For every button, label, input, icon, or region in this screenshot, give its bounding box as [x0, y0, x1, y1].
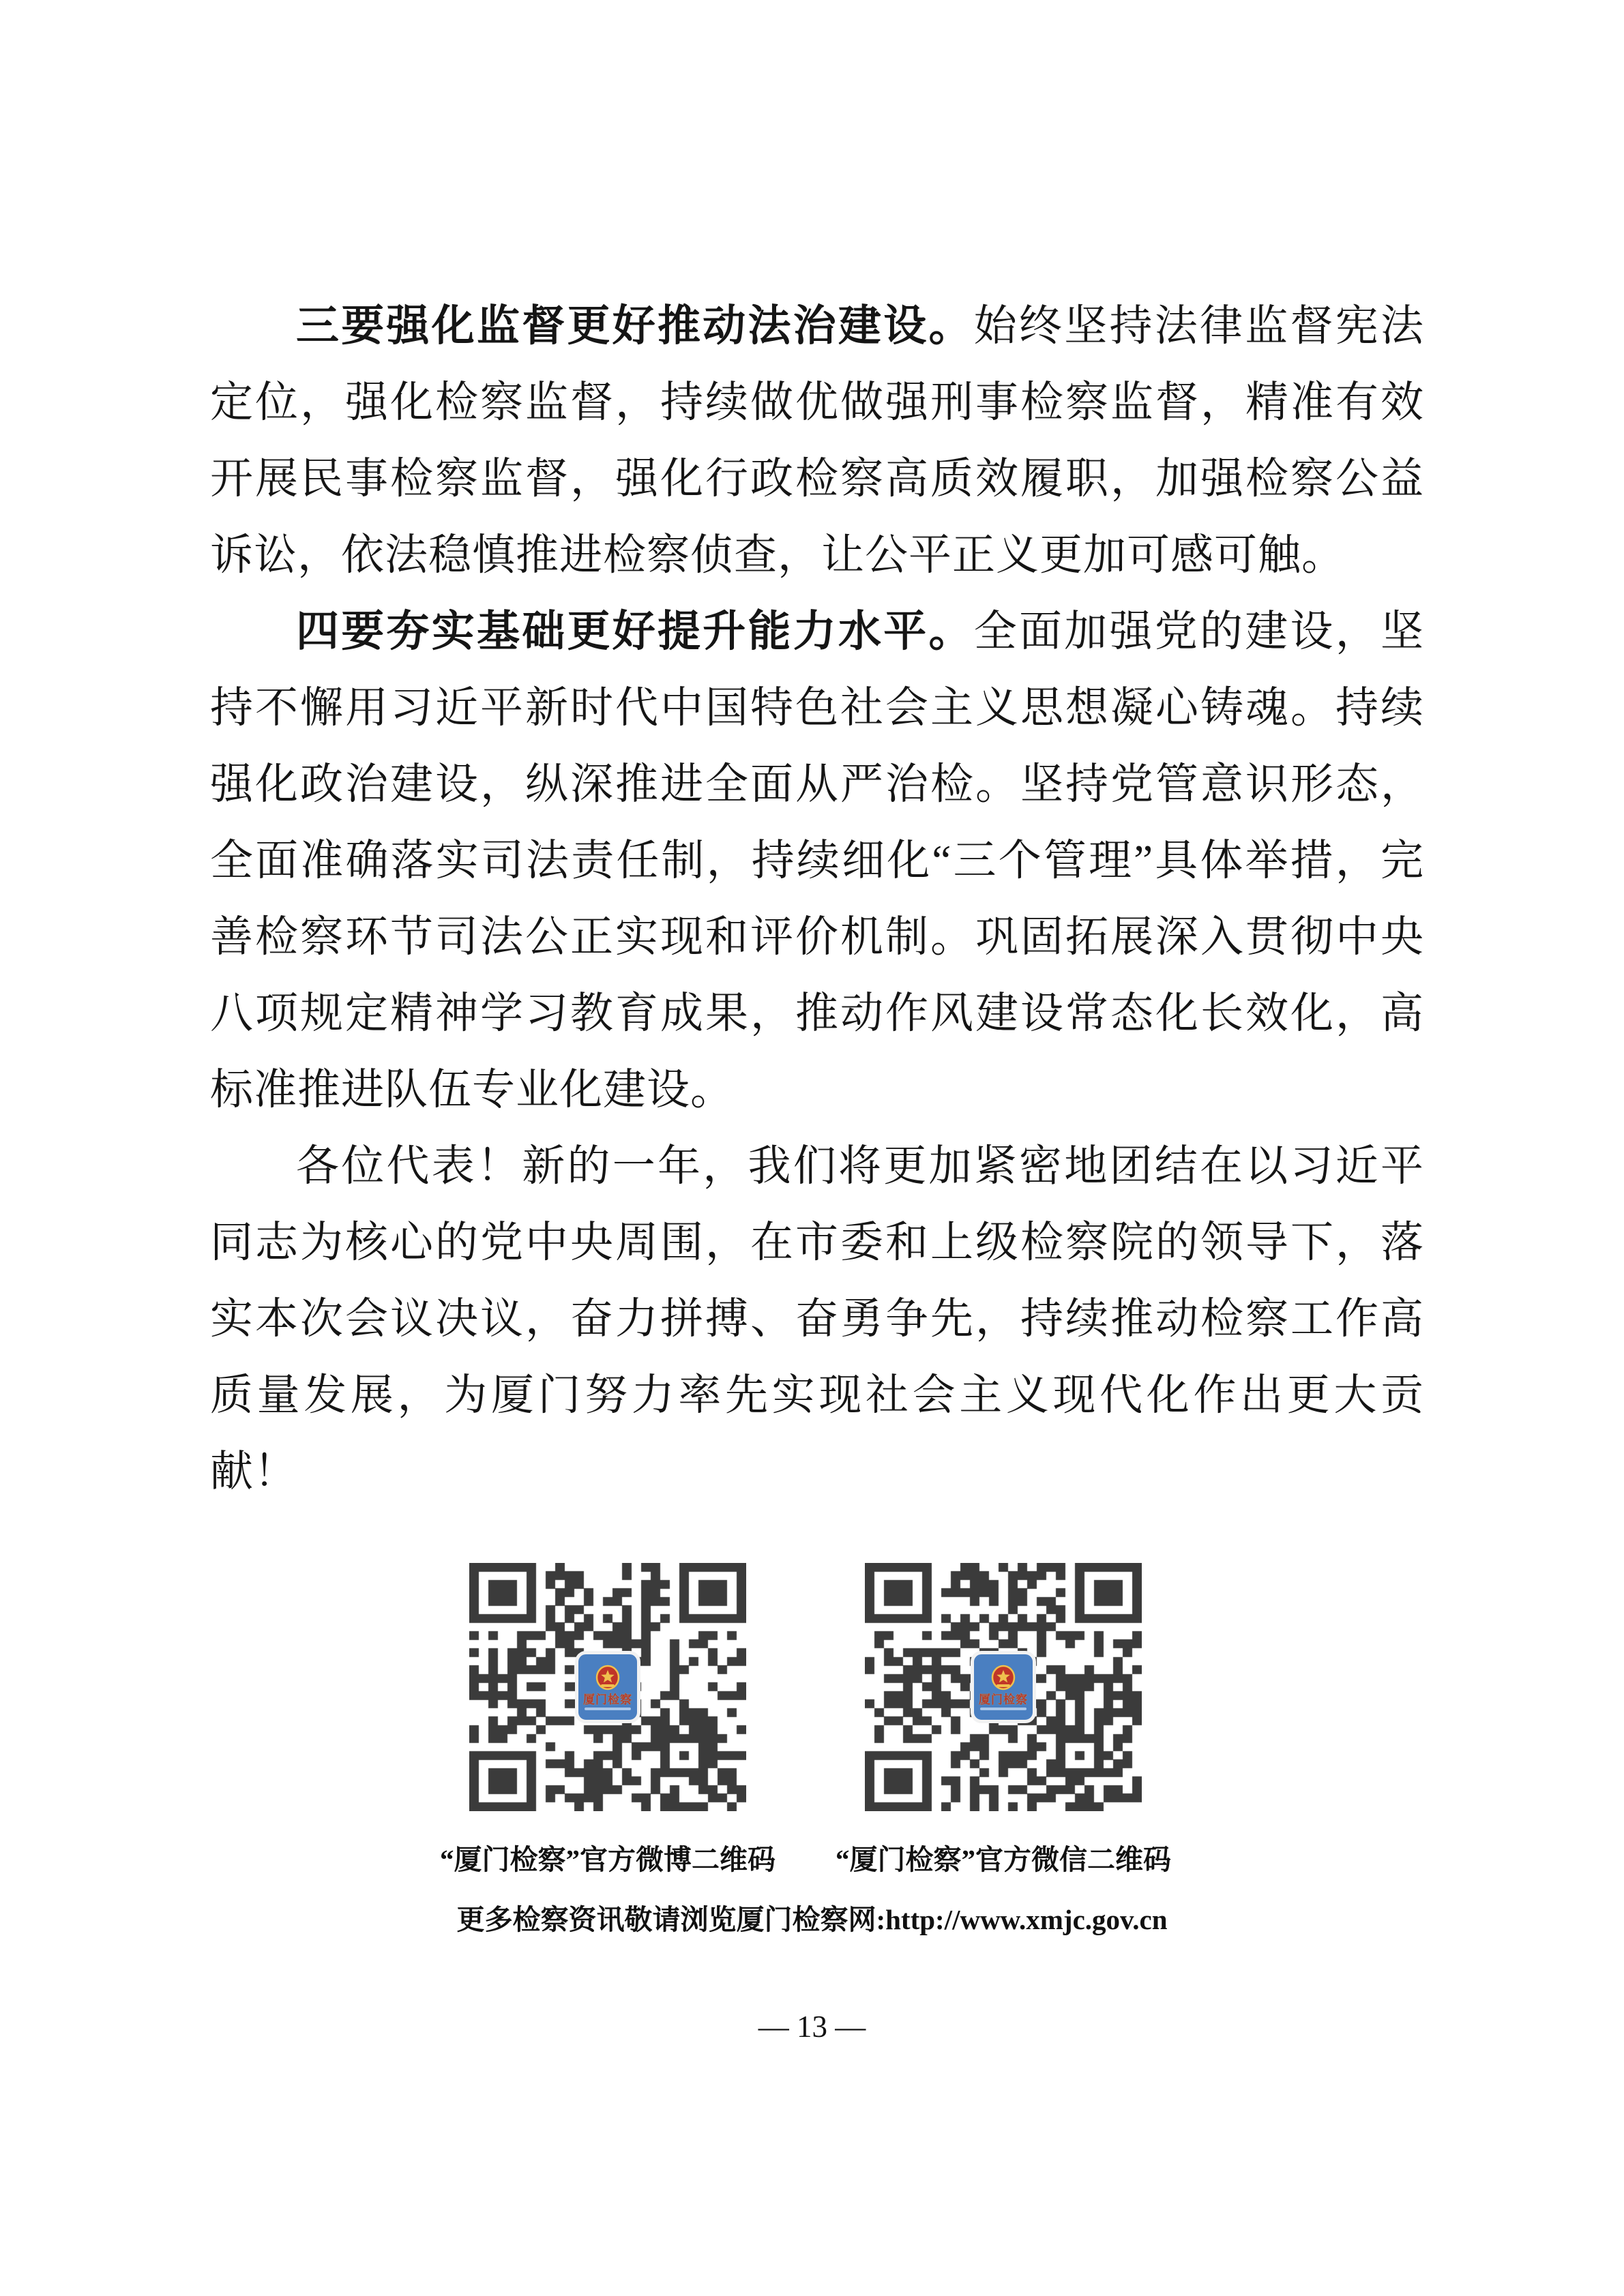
paragraph [210, 593, 1424, 1128]
national-emblem-icon [990, 1665, 1016, 1692]
wechat-qr-caption: “厦门检察”官方微信二维码 [836, 1844, 1171, 1875]
paragraph [210, 288, 1424, 593]
logo-subtext-strip [585, 1708, 631, 1710]
logo-text: 厦门检察 [979, 1693, 1028, 1706]
weibo-qr-caption: “厦门检察”官方微博二维码 [440, 1844, 776, 1875]
paragraph-lead: 三要强化监督更好推动法治建设。 [296, 302, 974, 350]
page-number: — 13 — [758, 2010, 866, 2044]
procuratorate-logo [971, 1651, 1036, 1723]
paragraph [210, 1128, 1424, 1510]
procuratorate-logo [575, 1651, 640, 1723]
weibo-qr-block [469, 1563, 746, 1811]
paragraph-text: 始终坚持法律监督宪法定位，强化检察监督，持续做优做强刑事检察监督，精准有效开展民事检察监督，强化行政检察高质效履职，加强检察公益诉讼，依法稳慎推进检察侦查，让公平正义更加可感可触。 [210, 302, 1424, 579]
paragraph-lead: 四要夯实基础更好提升能力水平。 [296, 608, 974, 655]
website-line: 更多检察资讯敬请浏览厦门检察网:http://www.xmjc.gov.cn [456, 1904, 1168, 1935]
report-body [210, 288, 1424, 1510]
paragraph-text: 各位代表！新的一年，我们将更加紧密地团结在以习近平同志为核心的党中央周围，在市委和上级检察院的领导下，落实本次会议决议，奋力拼搏、奋勇争先，持续推动检察工作高质量发展，为厦门努力率先实现社会主义现代化作出更大贡献！ [210, 1142, 1424, 1495]
logo-subtext-strip [980, 1708, 1027, 1710]
wechat-qr-block [865, 1563, 1142, 1811]
paragraph-text: 全面加强党的建设，坚持不懈用习近平新时代中国特色社会主义思想凝心铸魂。持续强化政治建设，纵深推进全面从严治检。坚持党管意识形态，全面准确落实司法责任制，持续细化“三个管理”具体举措，完善检察环节司法公正实现和评价机制。巩固拓展深入贯彻中央八项规定精神学习教育成果，推动作风建设常态化长效化，高标准推进队伍专业化建设。 [210, 608, 1424, 1114]
logo-text: 厦门检察 [583, 1693, 632, 1706]
national-emblem-icon [595, 1665, 621, 1692]
